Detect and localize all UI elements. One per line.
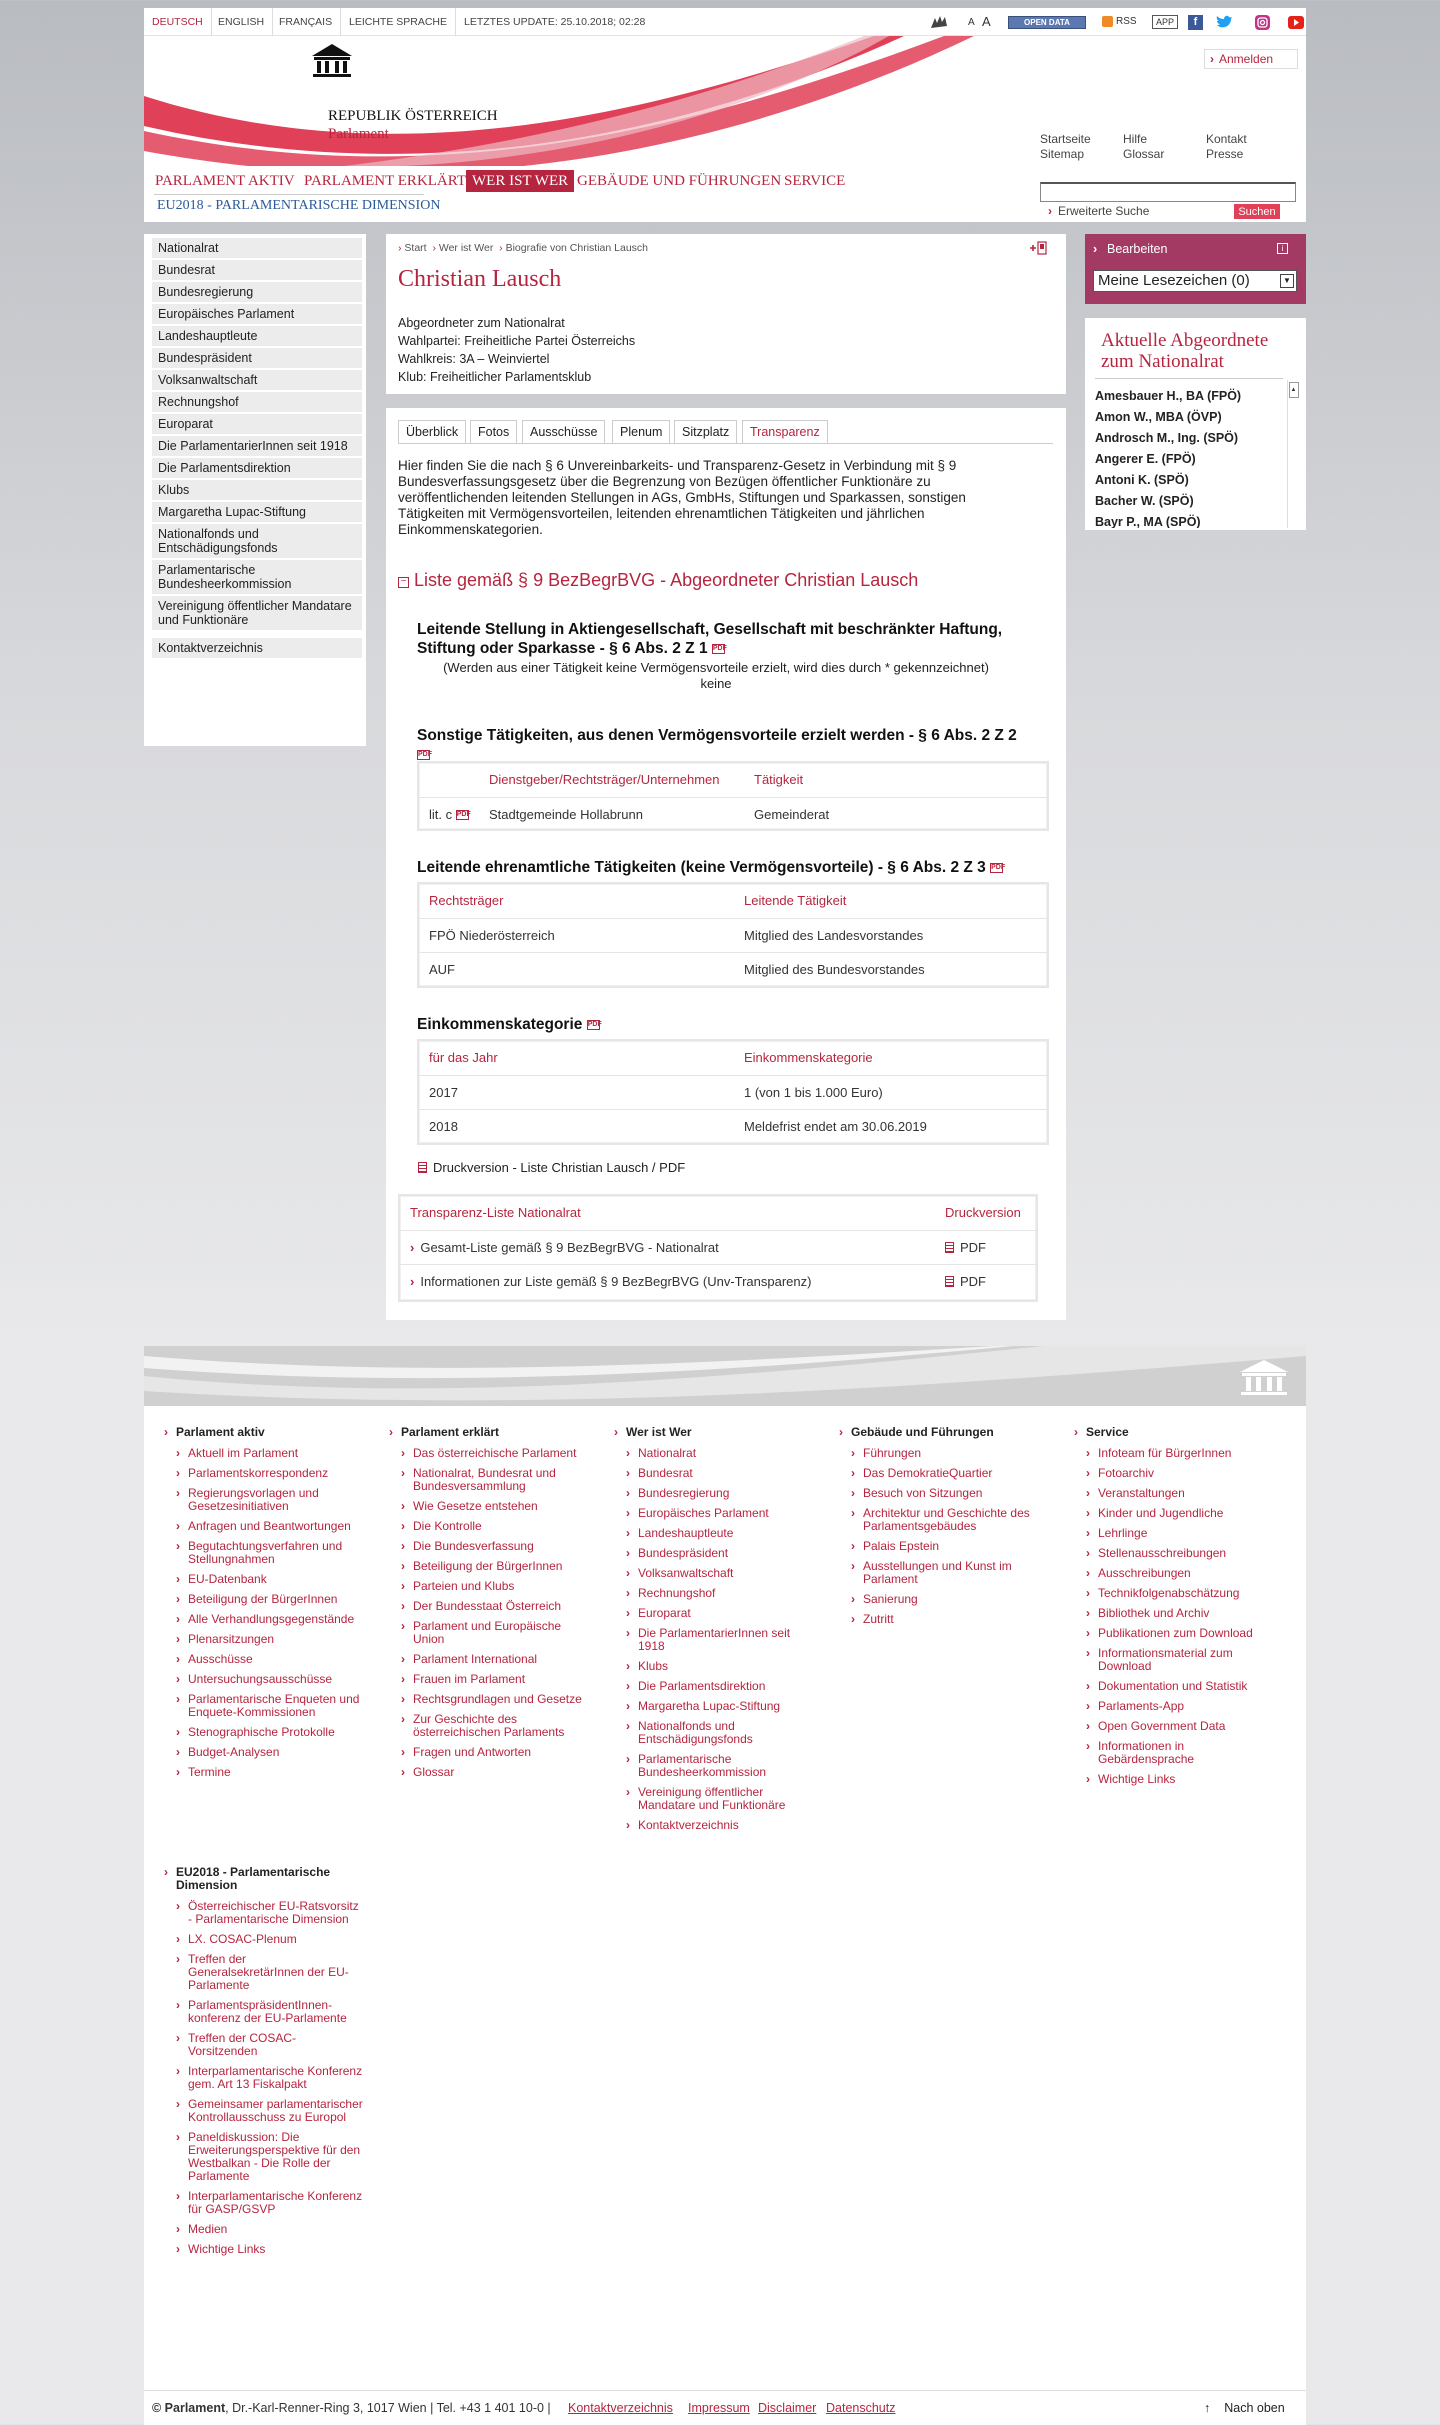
footer-link[interactable]: › Zur Geschichte des österreichischen Parlaments <box>401 1713 589 1739</box>
table-header-cell: Druckversion <box>945 1205 1021 1221</box>
tab-underline <box>398 443 1053 444</box>
quicklink-sitemap[interactable]: Sitemap <box>1040 147 1085 161</box>
list-toggle[interactable] <box>398 570 918 591</box>
nav-gebaeude-fuehrungen[interactable]: GEBÄUDE UND FÜHRUNGEN <box>577 173 782 189</box>
table-cell: Mitglied des Bundesvorstandes <box>734 952 1047 986</box>
table-cell <box>935 1264 1036 1298</box>
footer-link[interactable]: › Untersuchungsausschüsse <box>176 1673 364 1686</box>
footer-link[interactable]: › Interparlamentarische Konferenz für GASP/GSVP <box>176 2190 364 2216</box>
current-members-panel <box>1085 318 1306 530</box>
footer-link[interactable]: › Beteiligung der BürgerInnen <box>401 1560 589 1573</box>
footer-link[interactable]: › Landeshauptleute <box>626 1527 814 1540</box>
table-einkommen-grid <box>419 1041 1047 1143</box>
footer-link[interactable]: › Veranstaltungen <box>1086 1487 1274 1500</box>
twitter-icon[interactable] <box>1216 15 1233 30</box>
nav-parlament-aktiv[interactable]: PARLAMENT AKTIV <box>155 173 295 189</box>
section-1-title-line-1: Leitende Stellung in Aktiengesellschaft, Gesellschaft mit beschränkter Haftung, <box>417 621 1003 638</box>
table-row <box>419 918 1047 952</box>
footer-link[interactable]: › Kontaktverzeichnis <box>626 1819 814 1832</box>
table-cell <box>419 797 479 831</box>
footer-link[interactable]: › Paneldiskussion: Die Erweiterungsperspektive für den Westbalkan - Die Rolle der Parlamente <box>176 2131 364 2183</box>
nav-service[interactable]: SERVICE <box>784 173 846 189</box>
section-1-note-text: (Werden aus einer Tätigkeit keine Vermögensvorteile erzielt, wird dies durch * gekennzeichnet) <box>443 660 989 675</box>
page-title: Christian Lausch <box>398 266 562 292</box>
search-button[interactable]: Suchen <box>1234 204 1280 219</box>
footer-link[interactable]: › Beteiligung der BürgerInnen <box>176 1593 364 1606</box>
section-1-title-line-2: Stiftung oder Sparkasse - § 6 Abs. 2 Z 1 <box>417 640 708 657</box>
table-cell: AUF <box>419 952 734 986</box>
sidebar-list <box>144 238 366 658</box>
footer-link[interactable]: › Parteien und Klubs <box>401 1580 589 1593</box>
footer-link[interactable]: › Bundesregierung <box>626 1487 814 1500</box>
footer-link[interactable]: › Fotoarchiv <box>1086 1467 1274 1480</box>
footer-link[interactable]: › Stellenausschreibungen <box>1086 1547 1274 1560</box>
footer-link[interactable]: › Begutachtungsverfahren und Stellungnahmen <box>176 1540 364 1566</box>
bio-party: Wahlpartei: Freiheitliche Partei Österreichs <box>398 334 636 348</box>
dropdown-arrow-icon: ▼ <box>1280 274 1294 288</box>
tab-ueberblick[interactable]: Überblick <box>398 420 466 444</box>
footer-col-title: › Wer ist Wer <box>614 1426 814 1439</box>
bottom-link-kontaktverzeichnis[interactable]: Kontaktverzeichnis <box>568 2401 673 2415</box>
footer-link[interactable]: › Die Parlamentsdirektion <box>626 1680 814 1693</box>
footer-link[interactable]: › Informationsmaterial zum Download <box>1086 1647 1274 1673</box>
footer-link[interactable]: › Zutritt <box>851 1613 1044 1626</box>
sign-language-icon[interactable] <box>929 14 949 30</box>
table-header-cell: Dienstgeber/Rechtsträger/Unternehmen <box>489 772 720 788</box>
footer-link[interactable]: › Lehrlinge <box>1086 1527 1274 1540</box>
tab-ausschuesse[interactable]: Ausschüsse <box>522 420 605 444</box>
chevron-right-icon: › <box>1093 242 1098 256</box>
footer-link[interactable]: › Technikfolgenabschätzung <box>1086 1587 1274 1600</box>
copyright <box>152 2391 551 2425</box>
sidebar-item[interactable]: Landeshauptleute <box>152 326 362 346</box>
current-members-title: Aktuelle Abgeordnete zum Nationalrat <box>1101 330 1269 372</box>
list-title: Liste gemäß § 9 BezBegrBVG - Abgeordneter Christian Lausch <box>414 570 919 590</box>
address: , Dr.-Karl-Renner-Ring 3, 1017 Wien | Tel. +43 1 401 10-0 | <box>225 2401 551 2415</box>
member-list-scrollbar[interactable] <box>1287 380 1299 528</box>
breadcrumb-sep-icon: › <box>398 242 402 254</box>
youtube-icon[interactable] <box>1288 16 1304 29</box>
print-version-link[interactable]: Druckversion - Liste Christian Lausch / PDF <box>418 1160 685 1175</box>
footer-swoosh-graphic <box>144 1346 1306 1406</box>
footer-link[interactable]: › Budget-Analysen <box>176 1746 364 1759</box>
footer-link[interactable]: › Dokumentation und Statistik <box>1086 1680 1274 1693</box>
table-header-row <box>419 884 1047 918</box>
document-icon <box>945 1276 954 1287</box>
footer-link[interactable]: › Führungen <box>851 1447 1044 1460</box>
footer-link[interactable]: › Bundesrat <box>626 1467 814 1480</box>
quicklink-col-3 <box>1206 132 1247 162</box>
member-item[interactable]: Androsch M., Ing. (SPÖ) <box>1095 431 1239 445</box>
login-button[interactable]: › Anmelden <box>1204 49 1298 69</box>
biography-box <box>386 234 1066 394</box>
quicklink-hilfe[interactable]: Hilfe <box>1123 132 1148 146</box>
sidebar-item[interactable]: Die ParlamentarierInnen seit 1918 <box>152 436 362 456</box>
bottom-link-datenschutz[interactable]: Datenschutz <box>826 2401 896 2415</box>
table-header-cell: Rechtsträger <box>429 893 504 909</box>
sidebar-item[interactable]: Vereinigung öffentlicher Mandatare und Funktionäre <box>152 596 362 630</box>
tab-fotos[interactable]: Fotos <box>470 420 517 444</box>
sidebar-item[interactable]: Die Parlamentsdirektion <box>152 458 362 478</box>
tab-transparenz[interactable]: Transparenz <box>742 420 828 444</box>
footer-link[interactable]: › Ausstellungen und Kunst im Parlament <box>851 1560 1044 1586</box>
sidebar-item[interactable]: Bundespräsident <box>152 348 362 368</box>
footer-col <box>614 1426 814 1839</box>
section-4-title <box>417 1016 600 1034</box>
table-row <box>400 1230 1036 1264</box>
footer-link[interactable]: › Parlament und Europäische Union <box>401 1620 589 1646</box>
sidebar-item[interactable]: Europarat <box>152 414 362 434</box>
search-input[interactable] <box>1040 182 1296 202</box>
table-sonstige <box>417 761 1049 831</box>
footer-link[interactable]: › Parlaments-App <box>1086 1700 1274 1713</box>
table-cell <box>400 1264 935 1298</box>
bookmark-add-icon[interactable] <box>1028 240 1048 256</box>
footer-link[interactable]: › Das österreichische Parlament <box>401 1447 589 1460</box>
bio-club: Klub: Freiheitlicher Parlamentsklub <box>398 370 592 384</box>
rss-icon[interactable] <box>1102 16 1113 27</box>
member-item[interactable]: Amon W., MBA (ÖVP) <box>1095 410 1222 424</box>
sidebar-item[interactable]: Nationalrat <box>152 238 362 258</box>
table-cell: Mitglied des Landesvorstandes <box>734 918 1047 952</box>
footer-link[interactable]: › Treffen der COSAC-Vorsitzenden <box>176 2032 364 2058</box>
bio-function: Abgeordneter zum Nationalrat <box>398 316 565 330</box>
table-sonstige-grid <box>419 763 1047 831</box>
footer-link[interactable]: › Die Kontrolle <box>401 1520 589 1533</box>
table-header-row <box>400 1196 1036 1230</box>
footer-link[interactable]: › Nationalrat <box>626 1447 814 1460</box>
footer-link[interactable]: › Klubs <box>626 1660 814 1673</box>
footer-link[interactable]: › Wichtige Links <box>1086 1773 1274 1786</box>
sidebar-item[interactable]: Klubs <box>152 480 362 500</box>
footer-link[interactable]: › Informationen in Gebärdensprache <box>1086 1740 1274 1766</box>
footer-link[interactable]: › Fragen und Antworten <box>401 1746 589 1759</box>
footer-link[interactable]: › Bundespräsident <box>626 1547 814 1560</box>
header-parlament: Parlament <box>328 126 389 142</box>
font-large-button[interactable]: A <box>982 14 991 29</box>
pdf-icon[interactable]: PDF <box>587 1020 602 1028</box>
section-3-title <box>417 859 1006 877</box>
table-einkommen <box>417 1039 1049 1145</box>
footer-link[interactable]: › LX. COSAC-Plenum <box>176 1933 364 1946</box>
quicklink-kontakt[interactable]: Kontakt <box>1206 132 1247 146</box>
sidebar-item[interactable]: Parlamentarische Bundesheerkommission <box>152 560 362 594</box>
footer-link[interactable]: › Gemeinsamer parlamentarischer Kontrollausschuss zu Europol <box>176 2098 364 2124</box>
header-republic: REPUBLIK ÖSTERREICH <box>328 108 498 124</box>
app-button[interactable]: APP <box>1152 15 1178 29</box>
footer-link[interactable]: › Volksanwaltschaft <box>626 1567 814 1580</box>
footer-link[interactable]: › Treffen der GeneralsekretärInnen der EU-Parlamente <box>176 1953 364 1992</box>
lang-deutsch[interactable]: DEUTSCH <box>144 8 212 36</box>
footer-link[interactable]: › Rechtsgrundlagen und Gesetze <box>401 1693 589 1706</box>
breadcrumb <box>398 242 648 254</box>
arrow-up-icon: ↑ <box>1204 2401 1211 2415</box>
footer-link[interactable]: › Margaretha Lupac-Stiftung <box>626 1700 814 1713</box>
back-to-top-link[interactable]: ↑ Nach oben <box>1204 2401 1285 2415</box>
pdf-icon[interactable]: PDF <box>456 811 471 819</box>
table-row <box>400 1264 1036 1298</box>
footer-link[interactable]: › Regierungsvorlagen und Gesetzesinitiativen <box>176 1487 364 1513</box>
table-header-cell: Leitende Tätigkeit <box>744 893 847 909</box>
sidebar-item[interactable]: Bundesrat <box>152 260 362 280</box>
footer-link[interactable]: › Parlamentarische Enqueten und Enquete-Kommissionen <box>176 1693 364 1719</box>
table-cell <box>935 1230 1036 1264</box>
footer-link[interactable]: › Nationalrat, Bundesrat und Bundesversammlung <box>401 1467 589 1493</box>
footer-link[interactable]: › Interparlamentarische Konferenz gem. Art 13 Fiskalpakt <box>176 2065 364 2091</box>
top-bar <box>144 8 1306 36</box>
breadcrumb-wer-ist-wer[interactable]: Wer ist Wer <box>438 242 494 254</box>
footer-link[interactable]: › Open Government Data <box>1086 1720 1274 1733</box>
member-item[interactable]: Bayr P., MA (SPÖ) <box>1095 515 1201 528</box>
sidebar-item[interactable]: Volksanwaltschaft <box>152 370 362 390</box>
section-2-title-text: Sonstige Tätigkeiten, aus denen Vermögensvorteile erzielt werden - § 6 Abs. 2 Z 2 <box>417 727 1017 744</box>
parliament-logo-icon[interactable] <box>308 42 356 80</box>
table-cell: 1 (von 1 bis 1.000 Euro) <box>734 1075 1047 1109</box>
breadcrumb-current: Biografie von Christian Lausch <box>505 242 649 254</box>
footer-link[interactable]: › Palais Epstein <box>851 1540 1044 1553</box>
table-header-cell: für das Jahr <box>429 1050 498 1066</box>
lang-francais[interactable]: FRANÇAIS <box>271 8 341 36</box>
left-sidebar <box>144 234 366 746</box>
section-1-value: keine <box>700 676 732 691</box>
table-header-row <box>419 763 1047 797</box>
table-row <box>419 1075 1047 1109</box>
info-liste-link[interactable]: › Informationen zur Liste gemäß § 9 BezBegrBVG (Unv-Transparenz) <box>410 1273 812 1289</box>
pdf-icon[interactable]: PDF <box>712 644 727 652</box>
footer-col <box>839 1426 1044 1633</box>
tab-sitzplatz[interactable]: Sitzplatz <box>674 420 737 444</box>
footer-link[interactable]: › Der Bundesstaat Österreich <box>401 1600 589 1613</box>
footer-parliament-logo-icon[interactable] <box>1236 1358 1292 1398</box>
footer-link[interactable]: › Die ParlamentarierInnen seit 1918 <box>626 1627 814 1653</box>
scroll-up-icon[interactable]: ▲ <box>1289 382 1299 398</box>
footer-link[interactable]: › Frauen im Parlament <box>401 1673 589 1686</box>
sidebar-item[interactable]: Europäisches Parlament <box>152 304 362 324</box>
bio-details <box>398 314 635 386</box>
table-header-cell: Tätigkeit <box>754 772 804 788</box>
footer-link[interactable]: › Plenarsitzungen <box>176 1633 364 1646</box>
footer-link[interactable]: › Alle Verhandlungsgegenstände <box>176 1613 364 1626</box>
chevron-right-icon: › <box>1048 204 1052 218</box>
footer-link[interactable]: › Österreichischer EU-Ratsvorsitz - Parlamentarische Dimension <box>176 1900 364 1926</box>
section-2-title <box>417 726 1017 764</box>
chevron-right-icon: › <box>1210 52 1214 66</box>
quicklink-startseite[interactable]: Startseite <box>1040 132 1091 146</box>
breadcrumb-sep-icon: › <box>499 242 503 254</box>
gesamt-liste-pdf-link[interactable]: PDF <box>945 1240 986 1255</box>
table-cell: Meldefrist endet am 30.06.2019 <box>734 1109 1047 1143</box>
footer-link[interactable]: › ParlamentspräsidentInnen-konferenz der EU-Parlamente <box>176 1999 364 2025</box>
sidebar-item[interactable]: Bundesregierung <box>152 282 362 302</box>
lit-label: lit. c <box>429 806 453 822</box>
advanced-search-link[interactable]: › Erweiterte Suche <box>1048 204 1150 218</box>
footer-link[interactable]: › Die Bundesverfassung <box>401 1540 589 1553</box>
gesamt-liste-link[interactable]: › Gesamt-Liste gemäß § 9 BezBegrBVG - Nationalrat <box>410 1239 719 1255</box>
footer-link[interactable]: › Wie Gesetze entstehen <box>401 1500 589 1513</box>
pdf-icon[interactable]: PDF <box>418 750 432 758</box>
table-row <box>419 952 1047 986</box>
table-header-cell: Transparenz-Liste Nationalrat <box>410 1205 581 1221</box>
footer-link[interactable]: › EU-Datenbank <box>176 1573 364 1586</box>
member-item[interactable]: Antoni K. (SPÖ) <box>1095 473 1189 487</box>
member-item[interactable]: Bacher W. (SPÖ) <box>1095 494 1194 508</box>
footer-link[interactable]: › Kinder und Jugendliche <box>1086 1507 1274 1520</box>
footer-link[interactable]: › Wichtige Links <box>176 2243 364 2256</box>
chevron-right-icon: › <box>410 1273 415 1289</box>
document-icon <box>945 1242 954 1253</box>
footer-link[interactable]: › Europarat <box>626 1607 814 1620</box>
table-cell: 2018 <box>419 1109 734 1143</box>
info-icon[interactable]: i <box>1277 243 1288 254</box>
bio-constituency: Wahlkreis: 3A – Weinviertel <box>398 352 550 366</box>
footer-col-eu2018 <box>164 1866 364 2263</box>
footer-link[interactable]: › Das DemokratieQuartier <box>851 1467 1044 1480</box>
footer-link[interactable]: › Aktuell im Parlament <box>176 1447 364 1460</box>
table-ehrenamtlich <box>417 882 1049 988</box>
table-cell: FPÖ Niederösterreich <box>419 918 734 952</box>
nav-parlament-erklaert[interactable]: PARLAMENT ERKLÄRT <box>304 173 467 189</box>
member-item[interactable]: Amesbauer H., BA (FPÖ) <box>1095 389 1242 403</box>
facebook-icon[interactable]: f <box>1188 15 1203 30</box>
sidebar-item[interactable]: Rechnungshof <box>152 392 362 412</box>
collapse-icon: − <box>398 577 409 588</box>
footer-link[interactable]: › Glossar <box>401 1766 589 1779</box>
main-navigation <box>144 166 1306 222</box>
breadcrumb-sep-icon: › <box>432 242 436 254</box>
footer-link[interactable]: › Besuch von Sitzungen <box>851 1487 1044 1500</box>
nav-divider <box>154 194 424 195</box>
chevron-right-icon: › <box>410 1239 415 1255</box>
edit-panel-title: › Bearbeiten <box>1093 242 1168 256</box>
quicklink-glossar[interactable]: Glossar <box>1123 147 1165 161</box>
bottom-link-impressum[interactable]: Impressum <box>688 2401 750 2415</box>
footer-link[interactable]: › Medien <box>176 2223 364 2236</box>
table-row <box>419 797 1047 831</box>
breadcrumb-start[interactable]: Start <box>404 242 427 254</box>
bookmarks-select[interactable]: Meine Lesezeichen (0) ▼ <box>1093 270 1297 292</box>
table-cell: Gemeinderat <box>744 797 1047 831</box>
section-1-note <box>416 660 1016 692</box>
table-cell: Stadtgemeinde Hollabrunn <box>479 797 744 831</box>
site-header <box>144 36 1306 166</box>
footer-link[interactable]: › Nationalfonds und Entschädigungsfonds <box>626 1720 814 1746</box>
footer-header <box>144 1346 1306 1406</box>
lang-leichte-sprache[interactable]: LEICHTE SPRACHE <box>341 8 456 36</box>
footer-link[interactable]: › Architektur und Geschichte des Parlamentsgebäudes <box>851 1507 1044 1533</box>
footer-col-title: › Gebäude und Führungen <box>839 1426 1044 1439</box>
footer-link[interactable]: › Publikationen zum Download <box>1086 1627 1274 1640</box>
footer-link[interactable]: › Parlamentarische Bundesheerkommission <box>626 1753 814 1779</box>
document-icon <box>418 1162 427 1173</box>
section-1-title <box>417 620 1002 658</box>
table-cell: 2017 <box>419 1075 734 1109</box>
pdf-icon[interactable]: PDF <box>991 863 1006 871</box>
footer-link[interactable]: › Termine <box>176 1766 364 1779</box>
quicklink-presse[interactable]: Presse <box>1206 147 1244 161</box>
member-item[interactable]: Angerer E. (FPÖ) <box>1095 452 1196 466</box>
footer-link[interactable]: › Ausschreibungen <box>1086 1567 1274 1580</box>
copyright-owner: © Parlament <box>152 2401 226 2415</box>
footer-link[interactable]: › Sanierung <box>851 1593 1044 1606</box>
font-small-button[interactable]: A <box>968 17 975 28</box>
footer-col-title: › Service <box>1074 1426 1274 1439</box>
footer-link[interactable]: › Anfragen und Beantwortungen <box>176 1520 364 1533</box>
table-transparenz-liste <box>398 1194 1038 1302</box>
footer-link[interactable]: › Stenographische Protokolle <box>176 1726 364 1739</box>
footer-link[interactable]: › Vereinigung öffentlicher Mandatare und Funktionäre <box>626 1786 814 1812</box>
instagram-icon[interactable] <box>1255 15 1270 30</box>
table-header-row <box>419 1041 1047 1075</box>
footer-col-title: › Parlament erklärt <box>389 1426 589 1439</box>
edit-panel <box>1085 234 1306 304</box>
quicklink-col-1 <box>1040 132 1091 162</box>
footer-link[interactable]: › Infoteam für BürgerInnen <box>1086 1447 1274 1460</box>
section-4-title-text: Einkommenskategorie <box>417 1016 583 1033</box>
sidebar-item[interactable]: Nationalfonds und Entschädigungsfonds <box>152 524 362 558</box>
member-list <box>1095 380 1283 528</box>
footer-link[interactable]: › Parlament International <box>401 1653 589 1666</box>
quicklink-col-2 <box>1123 132 1164 162</box>
table-cell <box>400 1230 935 1264</box>
rss-link[interactable]: RSS <box>1116 16 1137 27</box>
main-content <box>386 408 1066 1320</box>
sidebar-item[interactable]: Kontaktverzeichnis <box>152 638 362 658</box>
tab-plenum[interactable]: Plenum <box>612 420 670 444</box>
bottom-link-disclaimer[interactable]: Disclaimer <box>758 2401 817 2415</box>
footer-col-title: › Parlament aktiv <box>164 1426 364 1439</box>
intro-text: Hier finden Sie die nach § 6 Unvereinbarkeits- und Transparenz-Gesetz in Verbindung mit § 9 Bundesverfassungsgesetz über die Begrenzung von Bezügen öffentlicher Funktionäre zu veröffentlichenden leitenden Stellungen in AGs, GmbHs, Stiftungen und Sparkassen, sonstigen Tätigkeiten mit Vermögensvorteilen, leitenden ehrenamtlichen Tätigkeiten und jährlichen Einkommenskategorien. <box>398 458 966 537</box>
footer-col <box>389 1426 589 1786</box>
footer-col <box>1074 1426 1274 1793</box>
footer-link[interactable]: › Ausschüsse <box>176 1653 364 1666</box>
footer-col-title: › EU2018 - Parlamentarische Dimension <box>164 1866 364 1892</box>
footer-link[interactable]: › Rechnungshof <box>626 1587 814 1600</box>
last-update: LETZTES UPDATE: 25.10.2018; 02:28 <box>464 16 646 28</box>
footer-link[interactable]: › Parlamentskorrespondenz <box>176 1467 364 1480</box>
bottom-bar <box>144 2390 1306 2425</box>
open-data-button[interactable]: OPEN DATA <box>1008 16 1086 29</box>
table-header-cell <box>419 763 479 797</box>
section-3-title-text: Leitende ehrenamtliche Tätigkeiten (keine Vermögensvorteile) - § 6 Abs. 2 Z 3 <box>417 859 986 876</box>
footer-link[interactable]: › Europäisches Parlament <box>626 1507 814 1520</box>
footer-col <box>164 1426 364 1786</box>
table-ehrenamtlich-grid <box>419 884 1047 986</box>
table-row <box>419 1109 1047 1143</box>
footer-link[interactable]: › Bibliothek und Archiv <box>1086 1607 1274 1620</box>
info-liste-pdf-link[interactable]: PDF <box>945 1274 986 1289</box>
table-transparenz-liste-grid <box>400 1196 1036 1298</box>
nav-wer-ist-wer[interactable]: WER IST WER <box>466 170 574 192</box>
sidebar-item[interactable]: Margaretha Lupac-Stiftung <box>152 502 362 522</box>
panel-divider <box>1095 378 1283 379</box>
lang-english[interactable]: ENGLISH <box>210 8 273 36</box>
nav-eu2018[interactable]: EU2018 - PARLAMENTARISCHE DIMENSION <box>157 198 441 213</box>
table-header-cell: Einkommenskategorie <box>744 1050 873 1066</box>
footer-sitemap <box>144 1406 1306 2390</box>
